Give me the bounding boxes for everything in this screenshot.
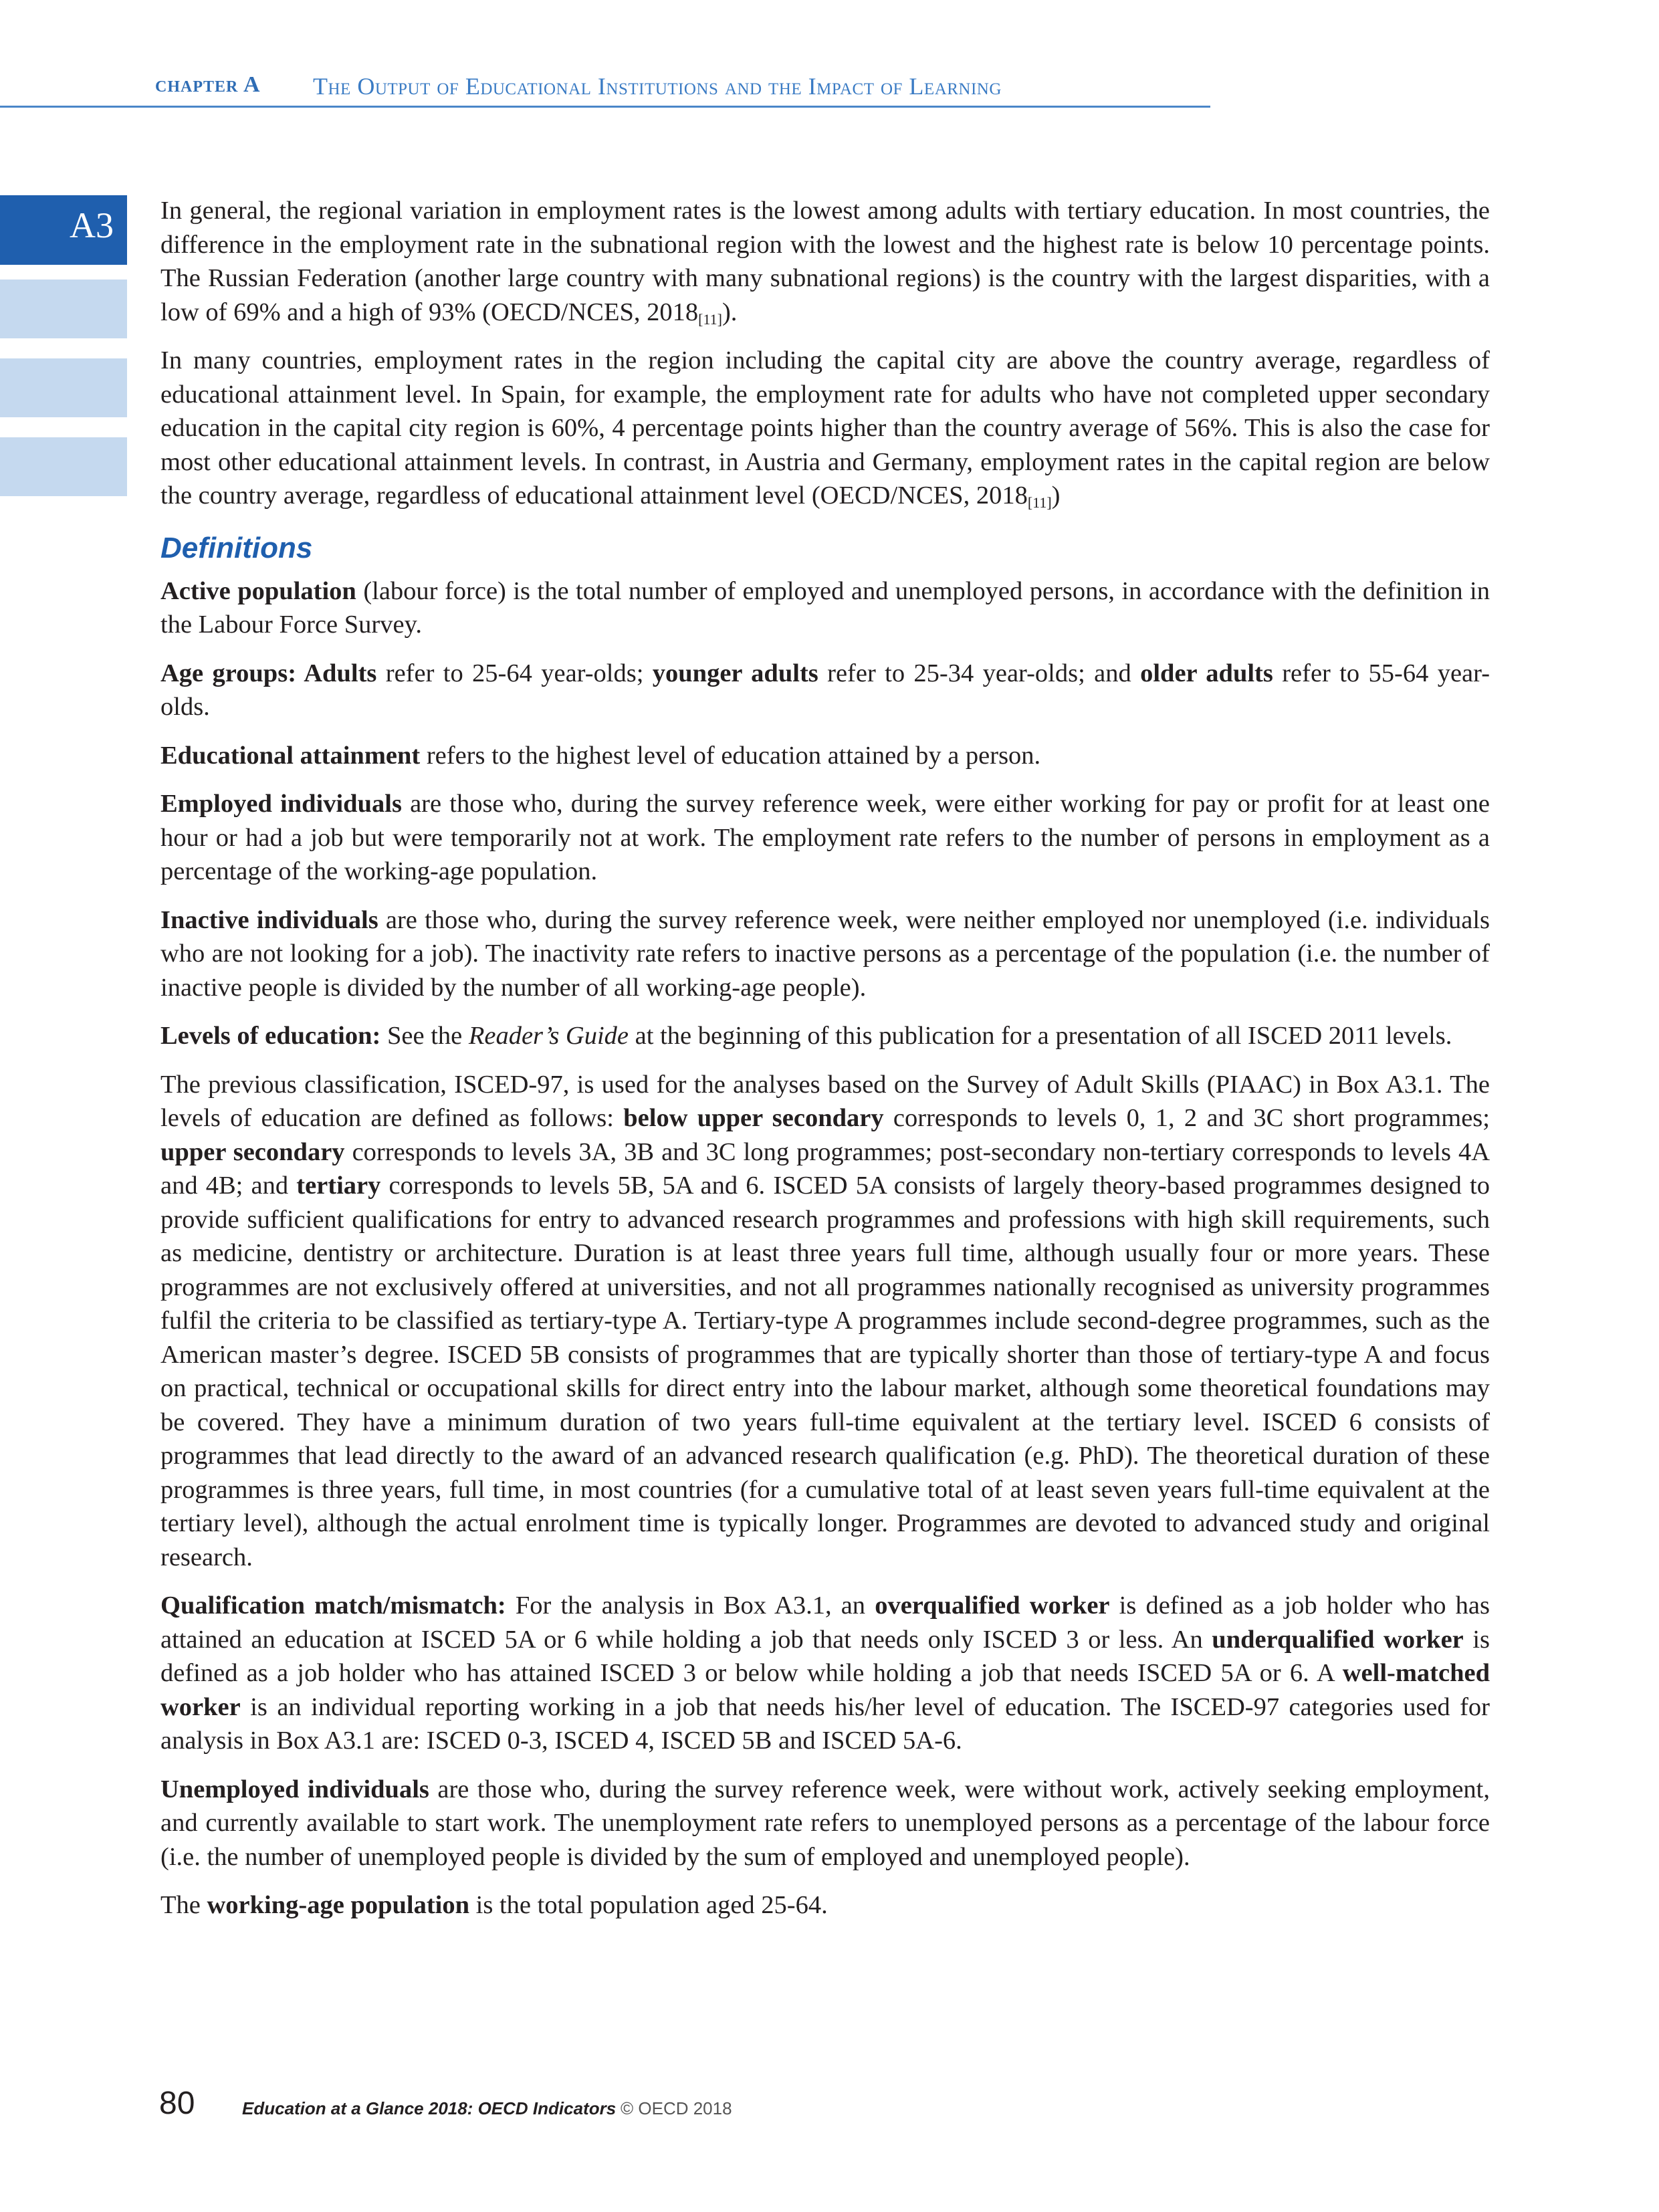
reference-tag: [11] (698, 310, 722, 328)
page-number: 80 (159, 2086, 195, 2121)
definition-active-population: Active population (labour force) is the total number of employed and unemployed persons, in accordance with the definition in the Labour Force Survey. (160, 576, 1490, 639)
page-footer (159, 2085, 732, 2122)
running-header (0, 68, 1210, 108)
definition-unemployed: Unemployed individuals are those who, during the survey reference week, were without work, actively seeking employment, and currently available to start work. The unemployment rate refers to unemployed persons as a percentage of the labour force (i.e. the number of unemployed people is divided by the sum of employed and unemployed people). (160, 1775, 1490, 1871)
definition-inactive: Inactive individuals are those who, during the survey reference week, were neither employed nor unemployed (i.e. individuals who are not looking for a job). The inactivity rate refers to inactive persons as a percentage of the population (i.e. the number of inactive people is divided by the number of all working-age people). (160, 905, 1490, 1002)
indicator-tab (0, 195, 127, 265)
reference-tag: [11] (1027, 494, 1052, 511)
side-tab-decoration (0, 358, 127, 417)
publication-title: Education at a Glance 2018: OECD Indicators (242, 2098, 617, 2118)
definition-employed: Employed individuals are those who, during the survey reference week, were either working for pay or profit for at least one hour or had a job but were temporarily not at work. The employment rate refers to the number of persons in employment as a percentage of the working-age population. (160, 790, 1490, 885)
intro-paragraph: In many countries, employment rates in the region including the capital city are above the country average, regardless of educational attainment level. In Spain, for example, the employment rate for adults who have not completed upper secondary education in the capital city region is 60%, 4 percentage points higher than the country average of 56%. This is also the case for most other educational attainment levels. In contrast, in Austria and Germany, employment rates in the capital region are below the country average, regardless of educational attainment level (OECD/NCES, $2018_{[11]}$) (160, 346, 1490, 511)
side-tab-decoration (0, 280, 127, 338)
copyright: © OECD 2018 (621, 2098, 732, 2118)
chapter-label: chapter A (155, 72, 261, 97)
side-tab-decoration (0, 437, 127, 496)
definition-levels-of-education: Levels of education: See the Reader’s Guide at the beginning of this publication for a presentation of all ISCED 2011 levels. (160, 1022, 1452, 1050)
section-heading: Definitions (160, 531, 313, 564)
indicator-tab-label: A3 (70, 205, 114, 245)
definition-age-groups: Age groups: Adults refer to 25-64 year-olds; younger adults refer to 25-34 year-olds; and older adults refer to 55-64 year-olds. (160, 659, 1490, 721)
page-body (160, 194, 1490, 1937)
definition-qualification-match: Qualification match/mismatch: For the analysis in Box A3.1, an overqualified worker is defined as a job holder who has attained an education at ISCED 5A or 6 while holding a job that needs only ISCED 3 or less. An underqualified worker is defined as a job holder who has attained ISCED 3 or below while holding a job that needs ISCED 5A or 6. A well-matched worker is an individual reporting working in a job that needs his/her level of education. The ISCED-97 categories used for analysis in Box A3.1 are: ISCED 0-3, ISCED 4, ISCED 5B and ISCED 5A-6. (160, 1591, 1490, 1755)
definition-isced97: The previous classification, ISCED-97, is used for the analyses based on the Survey of Adult Skills (PIAAC) in Box A3.1. The levels of education are defined as follows: below upper secondary corresponds to levels 0, 1, 2 and 3C short programmes; upper secondary corresponds to levels 3A, 3B and 3C long programmes; post-secondary non-tertiary corresponds to levels 4A and 4B; and tertiary corresponds to levels 5B, 5A and 6. ISCED 5A consists of largely theory-based programmes designed to provide sufficient qualifications for entry to advanced research programmes and professions with high skill requirements, such as medicine, dentistry or architecture. Duration is at least three years full time, although usually four or more years. These programmes are not exclusively offered at universities, and not all programmes nationally recognised as university programmes fulfil the criteria to be classified as tertiary-type A. Tertiary-type A programmes include second-degree programmes, such as the American master’s degree. ISCED 5B consists of programmes that are typically shorter than those of tertiary-type A and focus on practical, technical or occupational skills for direct entry into the labour market, although some theoretical foundations may be covered. They have a minimum duration of two years full-time equivalent at the tertiary level. ISCED 6 consists of programmes that lead directly to the award of an advanced research qualification (e.g. PhD). The theoretical duration of these programmes is three years, full time, in most countries (for a cumulative total of at least seven years full-time equivalent at the tertiary level), although the actual enrolment time is typically longer. Programmes are devoted to advanced study and original research. (160, 1070, 1490, 1571)
intro-paragraph: In general, the regional variation in employment rates is the lowest among adults with tertiary education. In most countries, the difference in the employment rate in the subnational region with the lowest and the highest rate is below 10 percentage points. The Russian Federation (another large country with many subnational regions) is the country with the largest disparities, with a low of 69% and a high of 93% (OECD/NCES, $2018_{[11]}$). (160, 197, 1490, 328)
chapter-title: The Output of Educational Institutions and the Impact of Learning (313, 73, 1002, 100)
definition-working-age: The working-age population is the total population aged 25-64. (160, 1891, 828, 1919)
definition-educational-attainment: Educational attainment refers to the highest level of education attained by a person. (160, 741, 1041, 770)
